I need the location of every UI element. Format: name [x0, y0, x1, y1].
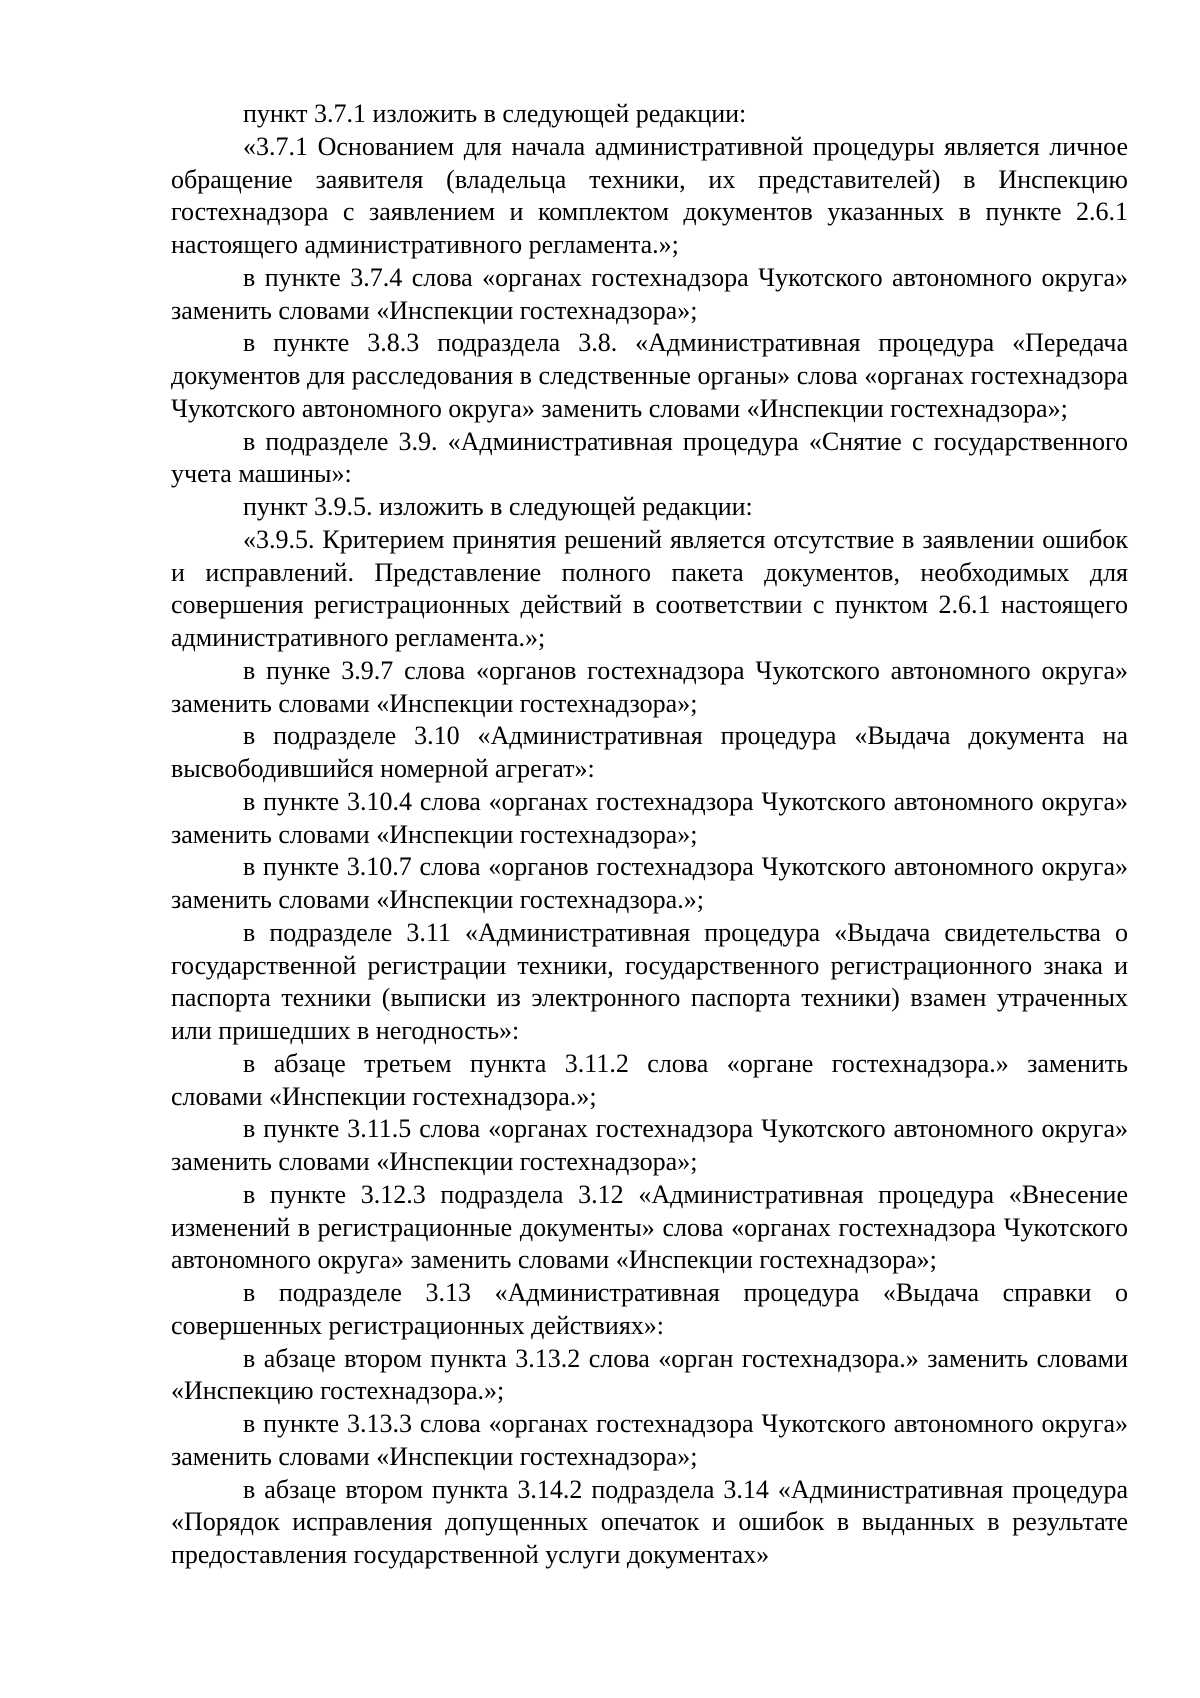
- paragraph-2: «3.7.1 Основанием для начала административной процедуры является личное обращение заявителя (владельца техники, их представителей) в Инспекцию гостехнадзора с заявлением и комплектом документов указанных в пункте 2.6.1 настоящего административного регламента.»;: [171, 131, 1128, 259]
- paragraph-16: в подразделе 3.13 «Административная процедура «Выдача справки о совершенных регистрационных действиях»:: [171, 1278, 1128, 1340]
- paragraph-3: в пункте 3.7.4 слова «органах гостехнадзора Чукотского автономного округа» заменить словами «Инспекции гостехнадзора»;: [171, 262, 1128, 325]
- paragraph-13: в абзаце третьем пункта 3.11.2 слова «органе гостехнадзора.» заменить словами «Инспекции гостехнадзора.»;: [171, 1048, 1128, 1111]
- paragraph-12: в подразделе 3.11 «Административная процедура «Выдача свидетельства о государственной регистрации техники, государственного регистрационного знака и паспорта техники (выписки из электронного паспорта техники) взамен утраченных или пришедших в негодность»:: [171, 917, 1128, 1045]
- paragraph-4: в пункте 3.8.3 подраздела 3.8. «Административная процедура «Передача документов для расследования в следственные органы» слова «органах гостехнадзора Чукотского автономного округа» заменить словами «Инспекции гостехнадзора»;: [171, 328, 1128, 423]
- paragraph-5: в подразделе 3.9. «Административная процедура «Снятие с государственного учета машины»:: [171, 426, 1128, 489]
- paragraph-19: в абзаце втором пункта 3.14.2 подраздела 3.14 «Административная процедура «Порядок исправления допущенных опечаток и ошибок в выданных в результате предоставления государственной услуги документах»: [171, 1474, 1128, 1569]
- paragraph-18: в пункте 3.13.3 слова «органах гостехнадзора Чукотского автономного округа» заменить словами «Инспекции гостехнадзора»;: [171, 1409, 1128, 1471]
- paragraph-11: в пункте 3.10.7 слова «органов гостехнадзора Чукотского автономного округа» заменить словами «Инспекции гостехнадзора.»;: [171, 852, 1128, 914]
- paragraph-15: в пункте 3.12.3 подраздела 3.12 «Административная процедура «Внесение изменений в регистрационные документы» слова «органах гостехнадзора Чукотского автономного округа» заменить словами «Инспекции гостехнадзора»;: [171, 1179, 1128, 1275]
- document-page: [171, 98, 1128, 1572]
- paragraph-10: в пункте 3.10.4 слова «органах гостехнадзора Чукотского автономного округа» заменить словами «Инспекции гостехнадзора»;: [171, 786, 1128, 849]
- paragraph-1: пункт 3.7.1 изложить в следующей редакции:: [243, 99, 747, 128]
- paragraph-9: в подразделе 3.10 «Административная процедура «Выдача документа на высвободившийся номерной агрегат»:: [171, 721, 1128, 783]
- paragraph-14: в пункте 3.11.5 слова «органах гостехнадзора Чукотского автономного округа» заменить словами «Инспекции гостехнадзора»;: [171, 1114, 1128, 1176]
- paragraph-8: в пунке 3.9.7 слова «органов гостехнадзора Чукотского автономного округа» заменить словами «Инспекции гостехнадзора»;: [171, 655, 1128, 718]
- paragraph-7: «3.9.5. Критерием принятия решений является отсутствие в заявлении ошибок и исправлений. Представление полного пакета документов, необходимых для совершения регистрационных действий в соответствии с пунктом 2.6.1 настоящего административного регламента.»;: [171, 524, 1128, 652]
- paragraph-6: пункт 3.9.5. изложить в следующей редакции:: [243, 492, 753, 521]
- paragraph-17: в абзаце втором пункта 3.13.2 слова «орган гостехнадзора.» заменить словами «Инспекцию гостехнадзора.»;: [171, 1343, 1128, 1406]
